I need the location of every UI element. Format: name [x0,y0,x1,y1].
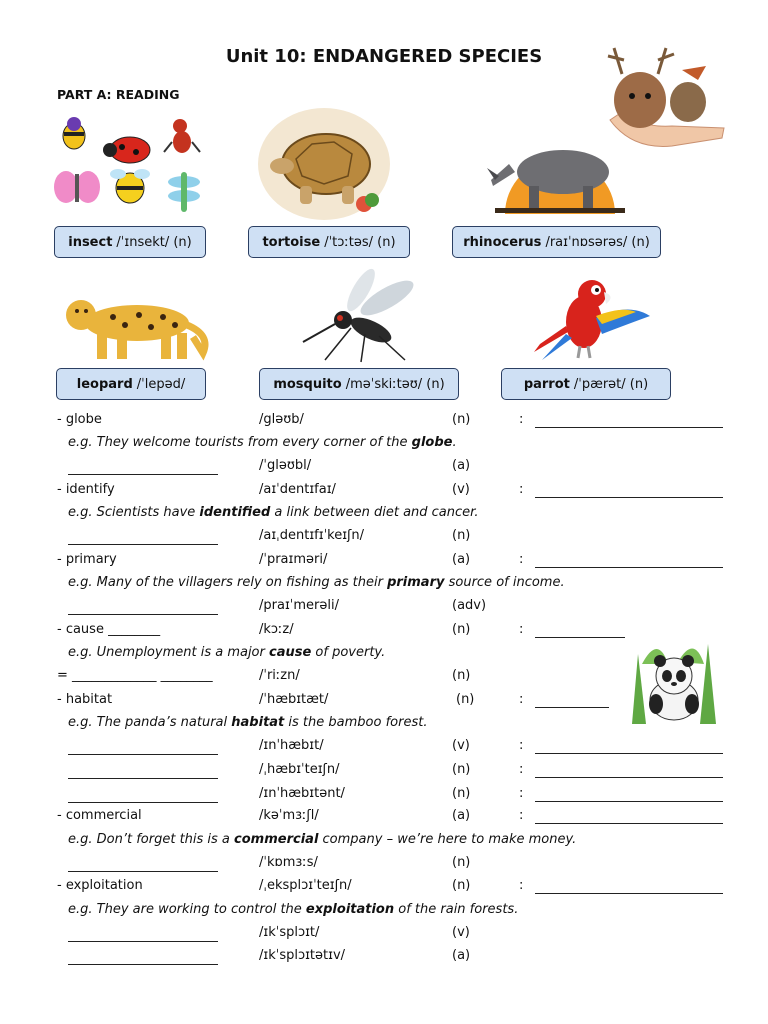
vocab-ipa: /ˈpraɪməri/ [259,552,328,567]
parrot-image [532,272,652,364]
vocab-pos: (a) [452,552,471,567]
vocab-ipa: /kəˈmɜːʃl/ [259,808,319,823]
vocab-pos: (n) [452,528,471,543]
vocab-pos: (n) [452,855,471,870]
vocab-pos: (v) [452,482,470,497]
vocab-ipa: /ɪkˈsplɔɪt/ [259,925,320,940]
meaning-blank[interactable] [535,484,723,498]
example-sentence: e.g. The panda’s natural habitat is the bamboo forest. [68,715,428,730]
vocab-colon: : [519,622,524,637]
vocab-row [0,855,768,877]
ladybug-icon [103,137,150,163]
vocab-colon: : [519,738,524,753]
meaning-blank[interactable] [535,880,723,894]
vocab-row [0,668,768,690]
vocab-word: - cause ________ [57,622,161,637]
meaning-blank[interactable] [535,810,723,824]
vocab-word: - habitat [57,692,113,707]
leopard-image [53,285,215,363]
vocab-colon: : [519,552,524,567]
vocab-pos: (adv) [452,598,487,613]
vocab-row [0,458,768,480]
card-ipa: /ˈtɔːtəs/ (n) [324,234,396,250]
example-sentence: e.g. Don’t forget this is a commercial company – we’re here to make money. [68,832,577,847]
card-mosquito [259,368,459,400]
butterfly-icon [54,171,100,203]
card-word: leopard [76,376,133,392]
vocab-colon: : [519,692,524,707]
vocab-pos: (n) [452,786,471,801]
vocab-pos: (n) [452,668,471,683]
vocab-ipa: /ɪkˈsplɔɪtətɪv/ [259,948,346,963]
vocab-word: = _____________ ________ [57,668,213,683]
vocab-row [0,528,768,550]
vocab-ipa: /aɪˈdentɪfaɪ/ [259,482,336,497]
meaning-blank[interactable] [535,554,723,568]
mosquito-image [295,268,425,363]
vocab-ipa: /ɪnˈhæbɪtənt/ [259,786,345,801]
meaning-blank[interactable] [535,694,609,708]
card-parrot [501,368,671,400]
vocab-ipa: /aɪˌdentɪfɪˈkeɪʃn/ [259,528,365,543]
card-ipa: /ˈpærət/ (n) [573,376,649,392]
vocab-ipa: /praɪˈmerəli/ [259,598,339,613]
vocab-colon: : [519,786,524,801]
example-sentence: e.g. Scientists have identified a link between diet and cancer. [68,505,479,520]
vocab-colon: : [519,762,524,777]
vocab-ipa: /ɪnˈhæbɪt/ [259,738,324,753]
section-heading: PART A: READING [57,87,180,102]
vocab-pos: (n) [452,878,471,893]
card-word: parrot [523,376,570,392]
vocab-colon: : [519,878,524,893]
vocab-ipa: /ˈkɒmɜːs/ [259,855,318,870]
meaning-blank[interactable] [535,740,723,754]
vocab-pos: (v) [452,738,470,753]
card-word: insect [68,234,113,250]
vocab-colon: : [519,808,524,823]
vocab-ipa: /ˈriːzn/ [259,668,300,683]
animals-in-hand-image [602,40,726,160]
vocab-ipa: /ˌhæbɪˈteɪʃn/ [259,762,340,777]
vocab-row [0,692,768,714]
card-ipa: /ˈlepəd/ [136,376,186,392]
vocab-ipa: /ˌeksplɔɪˈteɪʃn/ [259,878,352,893]
example-sentence: e.g. Many of the villagers rely on fishing as their primary source of income. [68,575,565,590]
vocab-word: - identify [57,482,115,497]
bee-icon [63,117,85,149]
vocab-row [0,948,768,970]
card-insect [54,226,206,258]
page-title: Unit 10: ENDANGERED SPECIES [225,46,543,67]
card-ipa: /məˈskiːtəʊ/ (n) [345,376,445,392]
example-sentence: e.g. They are working to control the exploitation of the rain forests. [68,902,519,917]
vocab-pos: (a) [452,808,471,823]
vocab-pos: (v) [452,925,470,940]
vocab-pos: (n) [452,762,471,777]
vocab-pos: (n) [452,412,471,427]
meaning-blank[interactable] [535,414,723,428]
vocab-ipa: /ˈgləʊbl/ [259,458,312,473]
card-tortoise [248,226,410,258]
vocab-word: - primary [57,552,117,567]
vocab-word: - exploitation [57,878,143,893]
vocab-ipa: /ˈhæbɪtæt/ [259,692,329,707]
dragonfly-icon [168,172,200,212]
ant-icon [164,119,200,153]
example-sentence: e.g. Unemployment is a major cause of poverty. [68,645,386,660]
vocab-row [0,622,768,644]
tortoise-image [254,104,394,224]
card-rhinocerus [452,226,661,258]
card-word: rhinocerus [463,234,542,250]
card-ipa: /raɪˈnɒsərəs/ (n) [545,234,650,250]
vocab-ipa: /gləʊb/ [259,412,304,427]
vocab-pos: (a) [452,458,471,473]
insects-image [52,112,212,217]
vocab-word: - globe [57,412,102,427]
vocab-word: - commercial [57,808,142,823]
card-ipa: /ˈɪnsekt/ (n) [116,234,192,250]
meaning-blank[interactable] [535,764,723,778]
vocab-row [0,925,768,947]
vocab-colon: : [519,482,524,497]
example-sentence: e.g. They welcome tourists from every corner of the globe. [68,435,457,450]
meaning-blank[interactable] [535,788,723,802]
vocab-pos: (n) [452,622,471,637]
vocab-row [0,598,768,620]
vocab-colon: : [519,412,524,427]
vocab-ipa: /kɔːz/ [259,622,294,637]
meaning-blank[interactable] [535,624,625,638]
card-word: tortoise [262,234,321,250]
vocab-pos: (a) [452,948,471,963]
card-leopard [56,368,206,400]
bee2-icon [110,169,150,203]
vocab-pos: (n) [456,692,475,707]
card-word: mosquito [273,376,342,392]
